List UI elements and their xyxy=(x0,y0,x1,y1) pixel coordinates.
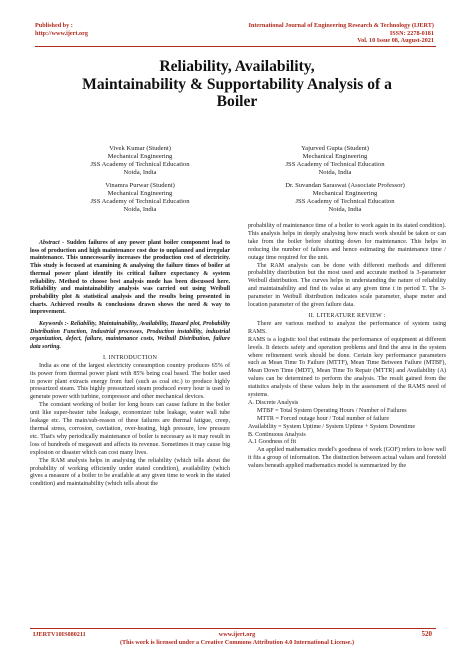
author-name: Vivek Kumar (Student) xyxy=(109,145,171,152)
volume-issue: Vol. 10 Issue 08, August-2021 xyxy=(357,37,434,45)
author-block xyxy=(250,145,420,177)
formula-line: MTTR = Forced outage hour / Total number of failure xyxy=(257,415,390,422)
section-heading-literature-review: II. LITERATURE REVIEW : xyxy=(308,312,386,319)
author-city: Noida, India xyxy=(328,206,362,214)
journal-header-left xyxy=(35,22,88,37)
title-line: Reliability, Availability, xyxy=(159,58,315,75)
keywords: Keywords :- Reliability, Maintainability, Availability, Hazard plot, Probability Distribution Function, Industrial processes, Production instability, industrial organization, defect, failure, maintenance costs, Weibull Distribution, failure data sorting. xyxy=(30,321,230,351)
author-city: Noida, India xyxy=(123,206,157,214)
paper-id: IJERTV10IS080211 xyxy=(33,631,86,638)
author-name: Yajurved Gupta (Student) xyxy=(301,145,369,152)
author-name: Dr. Suvandan Saraswat (Associate Professor) xyxy=(285,182,405,189)
paragraph: The RAM analysis helps in analysing the reliability (which tells about the probability of working efficiently under stated condition), availability (which gives a measure of a boiler to be available at any given time to work in the stated condition) and maintainability (which tells about the xyxy=(30,457,230,488)
paragraph: The constant working of boiler for long hours can cause failure in the boiler unit like super-heater tube leakage, economizer tube leakage, water wall tube leakage etc. The main/sub-reason of these failures are thermal fatigue, creep, thermal stress, corrosion, cavitation, over-heating, high pressure, low pressure etc. That's why periodically maintenance of boiler is necessary as it may result in loss of hundreds of megawatt and affects its revenue. Sometimes it may cause big explosion or disaster which can cost many lives. xyxy=(30,402,230,456)
author-institution: JSS Academy of Technical Education xyxy=(285,161,385,169)
author-block xyxy=(250,182,440,214)
paragraph: probability of maintenance time of a boiler to work again in its stated condition). This analysis helps in deeply analysing how much work should be taken or can take from the boiler before shutting down for maintenance. This helps in reducing the number of failures and hence estimating the maintenance time / outage time required for the unit. xyxy=(248,223,446,261)
author-city: Noida, India xyxy=(123,169,157,177)
footer-divider xyxy=(30,628,436,629)
paper-title xyxy=(40,58,434,111)
author-institution: JSS Academy of Technical Education xyxy=(90,198,190,206)
journal-url[interactable]: http://www.ijert.org xyxy=(35,29,88,37)
header-divider xyxy=(35,46,436,47)
paragraph: The RAM analysis can be done with different methods and different probability distribution but the most used and accurate method is 3-parameter Weibull distribution. The curves helps in understanding the nature of reliability and maintainability and find its value at any given time t in period T. The 3-parameter in Weibull distribution indicates scale parameter, shape meter and location parameter of the given failure data. xyxy=(248,262,446,309)
title-line: Maintainability & Supportability Analysis of a xyxy=(82,75,392,93)
author-name: Vinamra Purwar (Student) xyxy=(105,182,175,189)
title-line: Boiler xyxy=(216,93,258,111)
abstract-text: - Sudden failures of any power plant boiler component lead to loss of production and high maintenance cost due to unplanned and irregular maintenance. This unnecessarily increases the production cost of electricity. This study is focused at examining & analysing the failure times of boiler at thermal power plant identify its critical failure expectancy & system reliability. Method to choose best analysis mode has been discussed here. Reliability and maintainability analysis was carried out using Weibull probability plot & statistical analysis and the results being presented in charts. Achieved results & conclusions drawn shows the need & way to improvement. xyxy=(30,240,230,316)
footer-center xyxy=(0,631,474,646)
author-dept: Mechanical Engineering xyxy=(107,190,173,198)
section-heading-introduction: I. INTRODUCTION xyxy=(102,354,158,361)
journal-name: International Journal of Engineering Research & Technology (IJERT) xyxy=(248,22,434,29)
author-dept: Mechanical Engineering xyxy=(107,153,173,161)
footer-url[interactable]: www.ijert.org xyxy=(218,631,256,638)
subsection-label: A.1 Goodness of fit xyxy=(248,439,297,446)
formula-line: MTBF = Total System Operating Hours / Number of Failures xyxy=(257,407,407,414)
formula-line: Availability = System Uptime / System Uptime + System Downtime xyxy=(248,423,416,430)
page-number: 520 xyxy=(421,630,432,638)
paragraph: RAMS is a logistic tool that estimate the performance of equipment at different levels. It detects safety and operation problems and find the area in the system where refinement work should be done. Certain key performance parameters such as Mean Time To Failure (MTTF), Mean Time Between Failure (MTBF), Mean Down Time (MDT), Mean Time To Repair (MTTR) and Availability (A) values can be determined to perform the analysis. The result gained from the statistics analysis of these values help in the assessment of the RAMS need of systems. xyxy=(248,336,446,399)
author-block xyxy=(70,182,210,214)
author-institution: JSS Academy of Technical Education xyxy=(90,161,190,169)
left-column xyxy=(30,240,230,489)
abstract xyxy=(30,240,230,317)
author-institution: JSS Academy of Technical Education xyxy=(295,198,395,206)
paragraph: An applied mathematics model's goodness of work (GOF) refers to how well it fits a group of information. The distinction between actual values and foretold values beneath applied mathematics model is summarized by the xyxy=(248,447,446,470)
abstract-lead: Abstract xyxy=(39,240,60,246)
author-dept: Mechanical Engineering xyxy=(312,190,378,198)
subsection-label: B. Continuous Analysis xyxy=(248,431,306,438)
paragraph: There are various method to analyze the performance of system using RAMS. xyxy=(248,320,446,335)
journal-header-right xyxy=(249,22,434,45)
author-city: Noida, India xyxy=(318,169,352,177)
license-text: (This work is licensed under a Creative Commons Attribution 4.0 International License.) xyxy=(119,638,355,646)
author-block xyxy=(70,145,210,177)
publisher-label: Published by : xyxy=(35,22,73,29)
right-column xyxy=(248,223,446,471)
issn: ISSN: 2278-0181 xyxy=(389,29,434,37)
subsection-label: A. Discrete Analysis xyxy=(248,399,299,406)
author-dept: Mechanical Engineering xyxy=(302,153,368,161)
paragraph: India as one of the largest electricity consumption country produces 65% of its power from thermal power plant with 85% being coal based. The boiler used in power plant extracts energy from fuel (such as coal etc.) to produce highly pressurized steam. This highly pressurized steam produced every hour is used to generate power with turbine, compressor and other mechanical devices. xyxy=(30,362,230,401)
